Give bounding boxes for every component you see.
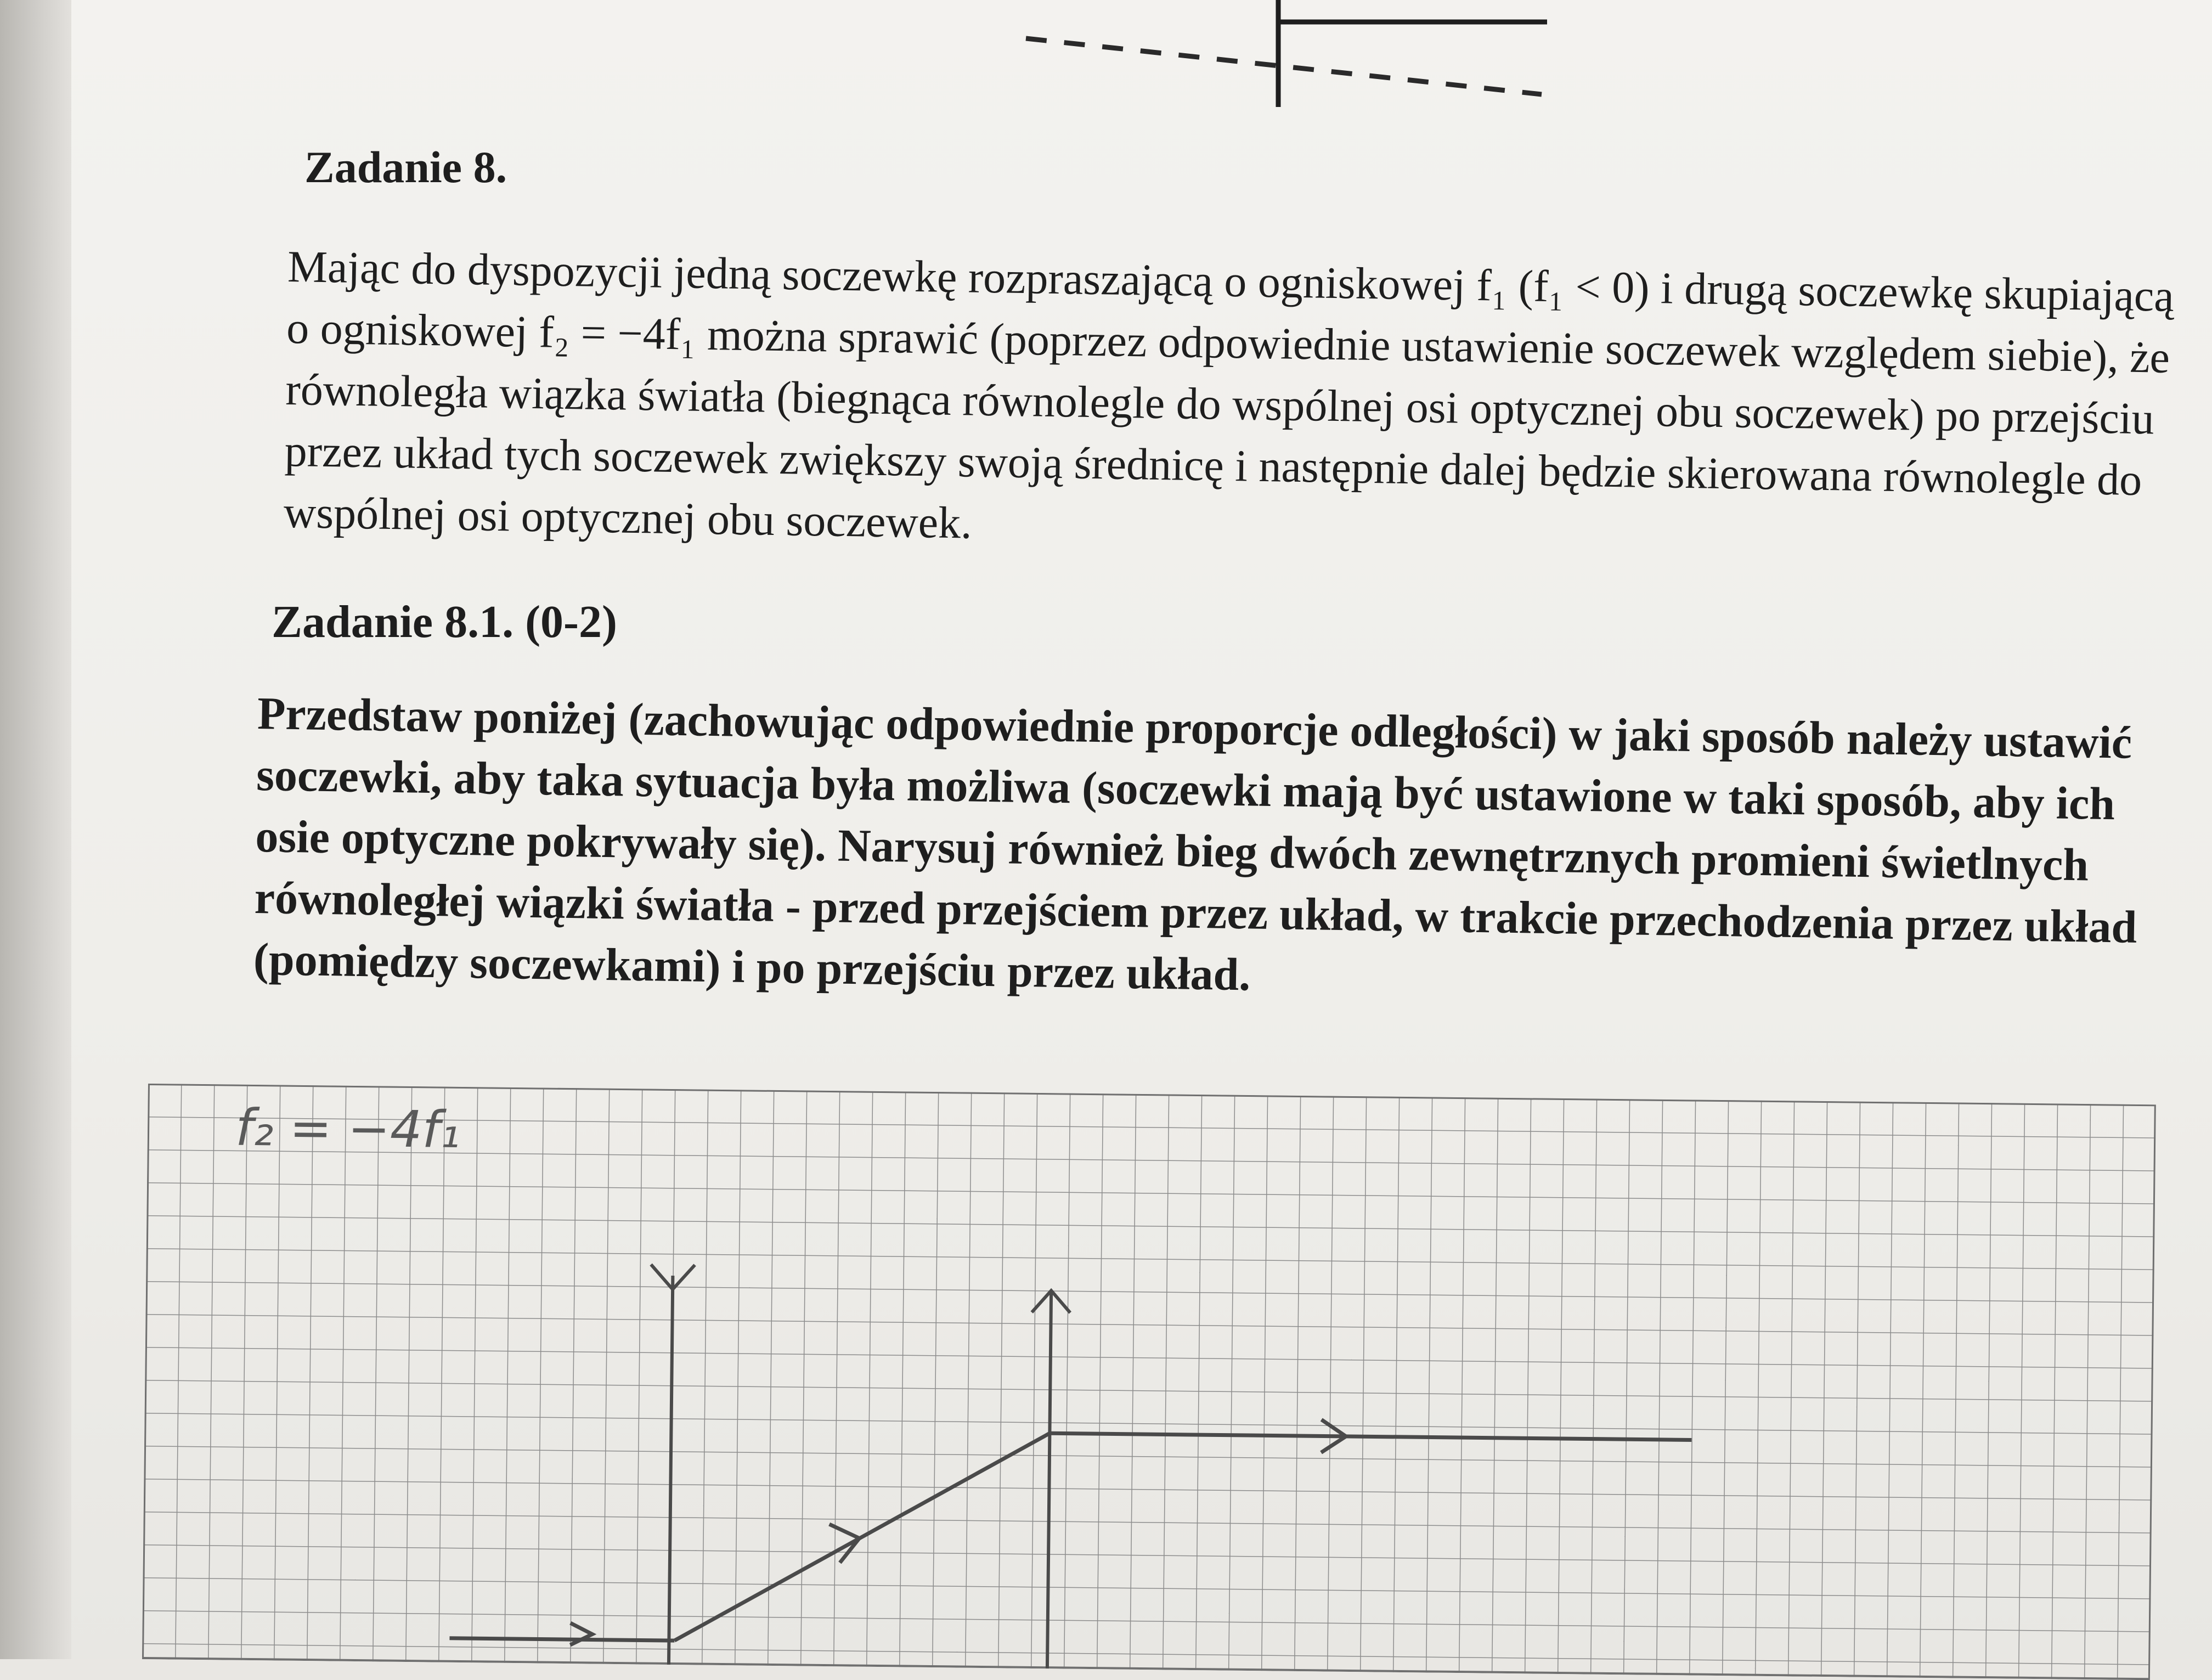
task-8-intro-text: Mając do dyspozycji jedną soczewkę rozpraszającą o ogniskowej f₁ (f₁ < 0) i drugą soczewkę skupiającą o ogniskowej f₂ = −4f₁ można sprawić (poprzez odpowiednie ustawienie soczewek względem siebie), że równoległa wiązka światła (biegnąca równolegle do wspólnej osi optycznej obu soczewek) po przejściu przez układ tych soczewek zwiększy swoją średnicę i następnie dalej będzie skierowana równolegle do wspólnej osi optycznej obu soczewek. [283,241,2175,548]
grid-squares [142,1084,2156,1680]
task-8-1-instructions: Przedstaw poniżej (zachowując odpowiednie proporcje odległości) w jaki sposób należy ustawić soczewki, aby taka sytuacja była możliwa (soczewki mają być ustawione w taki sposób, aby ich osie optyczne pokrywały się). Narysuj również bieg dwóch zewnętrznych promieni świetlnych równoległej wiązki światła - przed przejściem przez układ, w trakcie przechodzenia przez układ (pomiędzy soczewkami) i po przejściu przez układ. [253,687,2137,1001]
task-8-heading: Zadanie 8. [304,142,507,192]
handwritten-formula: f₂ = −4f₁ [235,1098,461,1159]
previous-task-figure [1015,0,1564,110]
answer-grid [142,1084,2156,1680]
figure-dashed-axis [1026,38,1542,94]
page-edge-shadow [0,0,82,1659]
task-8-1-heading: Zadanie 8.1. (0-2) [272,596,617,647]
